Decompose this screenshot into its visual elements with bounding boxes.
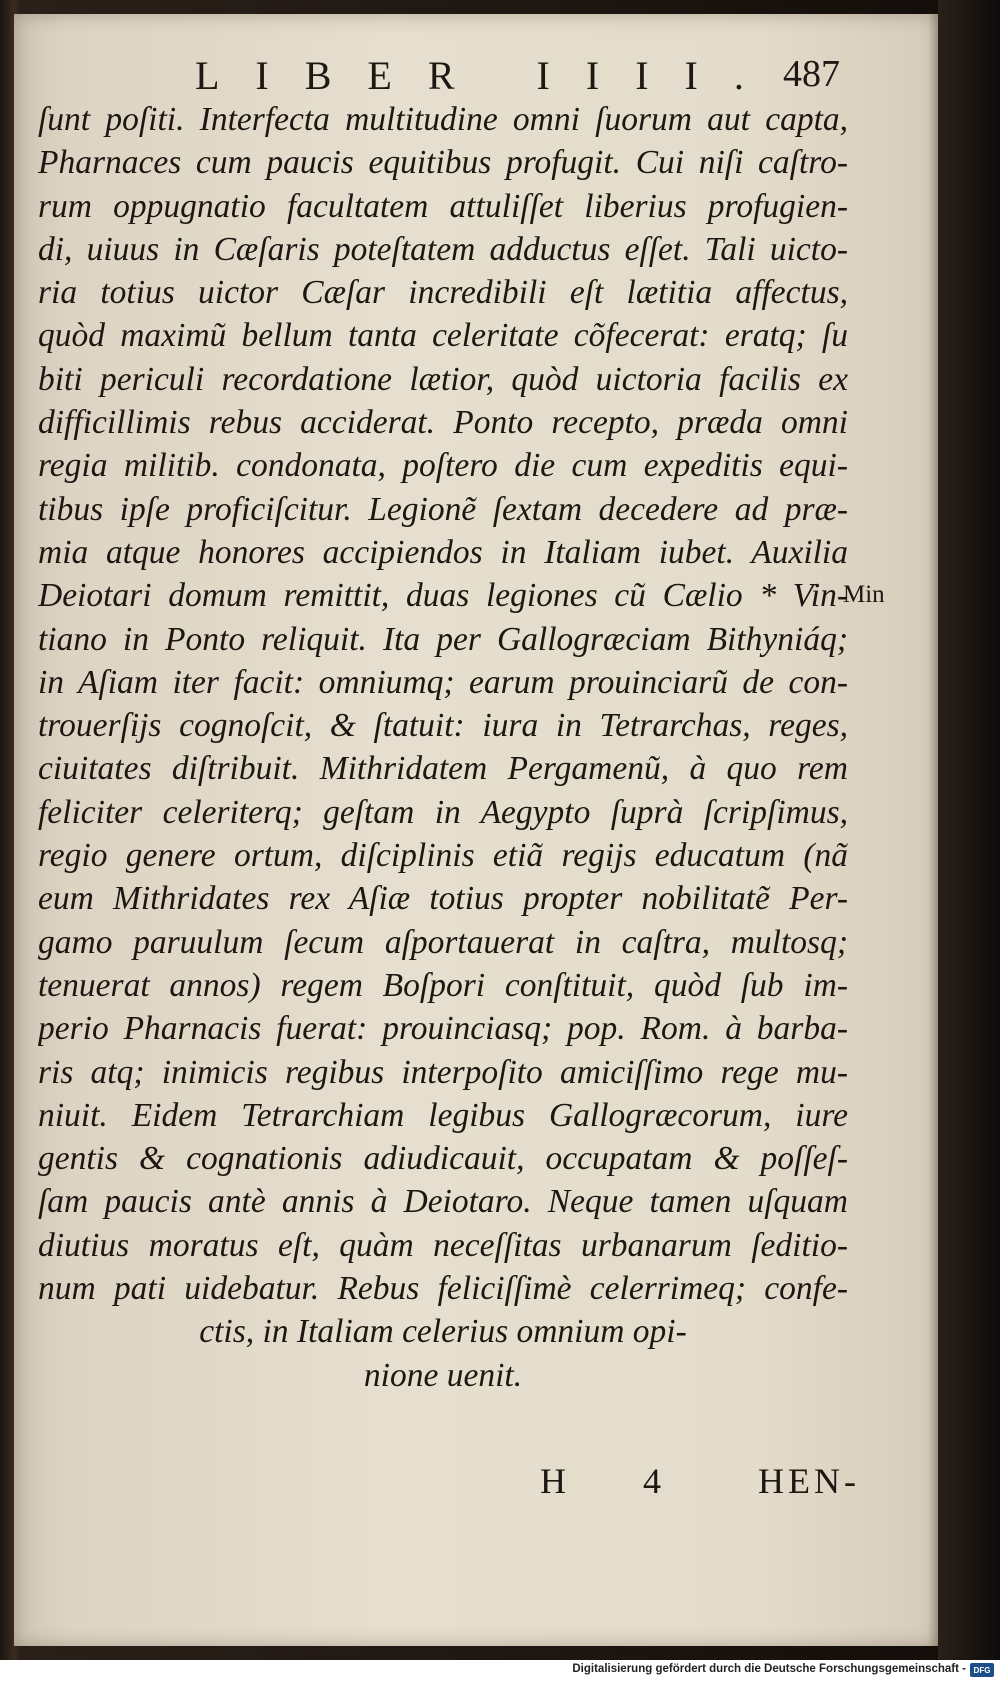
text-line: nione uenit. — [363, 1356, 523, 1394]
text-line: ciuitates diſtribuit. Mithridatem Pergamenũ, à quo rem — [38, 750, 848, 788]
text-line: perio Pharnacis fuerat: prouinciasq; pop. Rom. à barba- — [38, 1010, 848, 1048]
text-line: Deiotari domum remittit, duas legiones cũ Cælio * Vin- — [38, 577, 848, 615]
text-line: quòd maximũ bellum tanta celeritate cõfecerat: eratq; ſu — [38, 317, 848, 355]
text-line: tiano in Ponto reliquit. Ita per Gallogræciam Bithyniáq; — [38, 620, 848, 658]
catchword: HEN- — [758, 1461, 860, 1501]
text-line: trouerſijs cognoſcit, & ſtatuit: iura in Tetrarchas, reges, — [38, 707, 848, 745]
page-header — [195, 52, 840, 102]
text-line: gentis & cognationis adiudicauit, occupatam & poſſeſ- — [38, 1140, 848, 1178]
text-line: ſam paucis antè annis à Deiotaro. Neque tamen uſquam — [38, 1183, 848, 1221]
funding-credit: Digitalisierung gefördert durch die Deutsche Forschungsgemeinschaft - — [572, 1663, 966, 1675]
page-footer — [540, 1460, 860, 1506]
text-line: tibus ipſe proficiſcitur. Legionẽ ſextam decedere ad præ- — [38, 490, 848, 528]
text-line: rum oppugnatio facultatem attuliſſet liberius profugien- — [38, 187, 848, 225]
scan-edge — [938, 0, 1000, 1660]
marginal-note: Min — [843, 581, 885, 608]
text-line: gamo paruulum ſecum aſportauerat in caſtra, multosq; — [38, 923, 848, 961]
text-line: diutius moratus eſt, quàm neceſſitas urbanarum ſeditio- — [38, 1226, 848, 1264]
text-line: niuit. Eidem Tetrarchiam legibus Gallogræcorum, iure — [38, 1096, 848, 1134]
text-line: mia atque honores accipiendos in Italiam iubet. Auxilia — [38, 533, 848, 571]
text-line: ris atq; inimicis regibus interpoſito amiciſſimo rege mu- — [38, 1053, 848, 1091]
text-line: eum Mithridates rex Aſiæ totius propter nobilitatẽ Per- — [38, 880, 848, 918]
signature-mark: H 4 — [540, 1461, 695, 1501]
text-line: ctis, in Italiam celerius omnium opi- — [199, 1313, 687, 1351]
text-line: Pharnaces cum paucis equitibus profugit. Cui niſi caſtro- — [38, 144, 848, 182]
text-line: difficillimis rebus acciderat. Ponto recepto, præda omni — [38, 404, 848, 442]
text-line: di, uiuus in Cæſaris poteſtatem adductus eſſet. Tali uicto- — [38, 230, 848, 268]
credit-bar — [0, 1660, 1000, 1681]
text-line: in Aſiam iter facit: omniumq; earum prouinciarũ de con- — [38, 663, 848, 701]
text-line: ſunt poſiti. Interfecta multitudine omni ſuorum aut capta, — [38, 101, 848, 138]
text-line: tenuerat annos) regem Boſpori conſtituit, quòd ſub im- — [38, 966, 848, 1004]
running-title: LIBER IIII. — [195, 53, 780, 98]
text-line: num pati uidebatur. Rebus feliciſſimè celerrimeq; confe- — [38, 1270, 848, 1308]
text-line: feliciter celeriterq; geſtam in Aegypto ſuprà ſcripſimus, — [38, 793, 848, 831]
body-text — [38, 98, 848, 1397]
dfg-logo-icon: DFG — [970, 1663, 994, 1677]
page-number: 487 — [783, 53, 840, 95]
text-line: ria totius uictor Cæſar incredibili eſt lætitia affectus, — [38, 274, 848, 312]
text-line: regio genere ortum, diſciplinis etiã regijs educatum (nã — [38, 837, 848, 875]
text-line: biti periculi recordatione lætior, quòd uictoria facilis ex — [38, 360, 848, 398]
text-line: regia militib. condonata, poſtero die cum expeditis equi- — [38, 447, 848, 485]
